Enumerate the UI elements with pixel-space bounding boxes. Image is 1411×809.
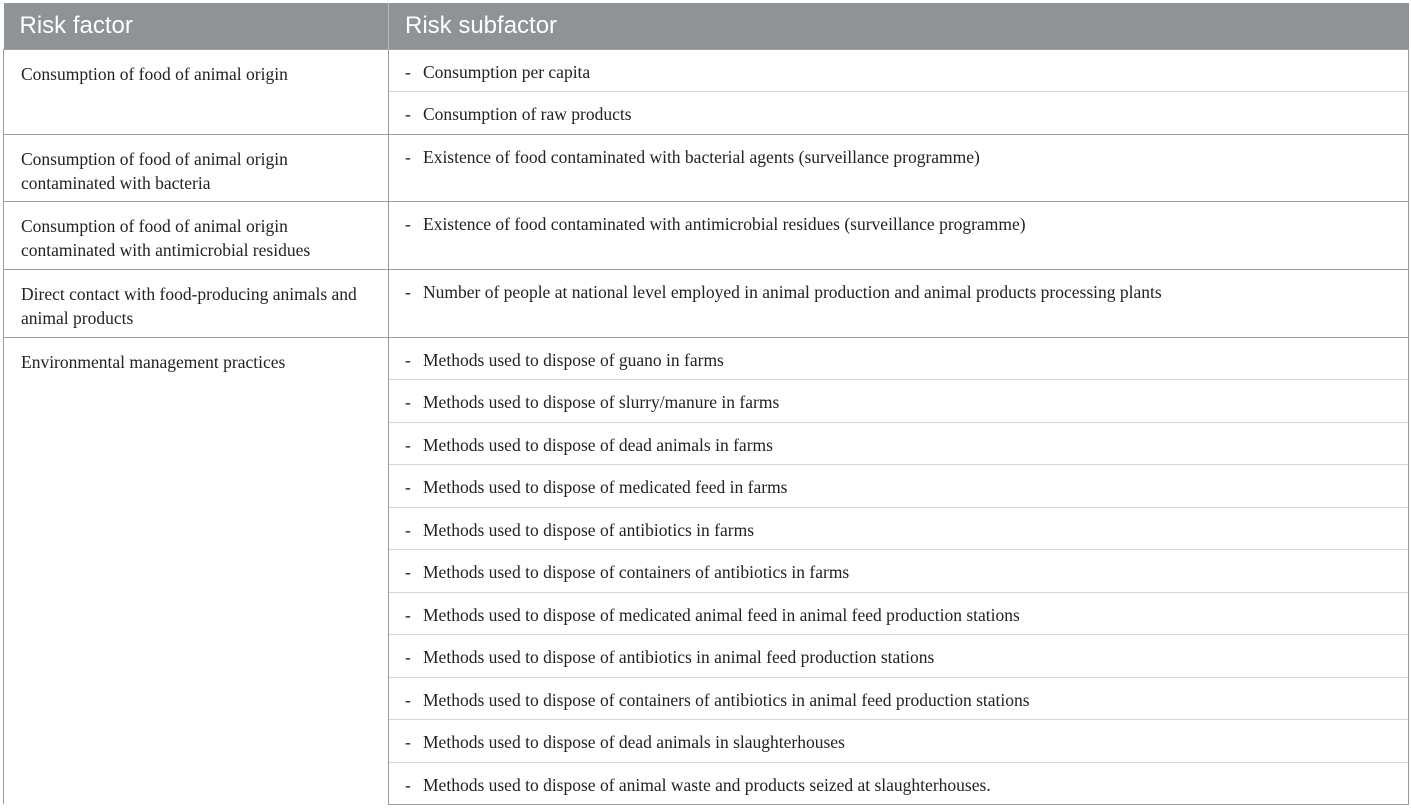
bullet-dash: - — [405, 476, 411, 497]
header-risk-subfactor: Risk subfactor — [389, 3, 1409, 49]
risk-factor-cell: Direct contact with food-producing animals and animal products — [4, 269, 389, 337]
risk-subfactor-text: Consumption of raw products — [423, 103, 632, 124]
risk-subfactor-text: Methods used to dispose of medicated feed in farms — [423, 476, 788, 497]
risk-subfactor-text: Methods used to dispose of antibiotics in farms — [423, 519, 755, 540]
risk-subfactor-cell — [389, 49, 1409, 91]
risk-factor-cell: Consumption of food of animal origin contaminated with antimicrobial residues — [4, 201, 389, 269]
risk-subfactor-text: Methods used to dispose of dead animals in slaughterhouses — [423, 731, 845, 752]
risk-factor-cell: Consumption of food of animal origin contaminated with bacteria — [4, 134, 389, 201]
bullet-dash: - — [405, 731, 411, 752]
bullet-dash: - — [405, 349, 411, 370]
risk-subfactor-cell — [389, 634, 1409, 677]
risk-subfactor-text: Methods used to dispose of guano in farms — [423, 349, 724, 370]
bullet-dash: - — [405, 391, 411, 412]
risk-subfactor-cell — [389, 464, 1409, 507]
risk-subfactor-cell — [389, 337, 1409, 379]
risk-subfactor-text: Methods used to dispose of slurry/manure in farms — [423, 391, 780, 412]
table-row — [4, 201, 1409, 269]
risk-subfactor-cell — [389, 422, 1409, 464]
table-row — [4, 337, 1409, 379]
risk-subfactor-cell — [389, 379, 1409, 422]
risk-factor-cell: Consumption of food of animal origin — [4, 49, 389, 134]
bullet-dash: - — [405, 519, 411, 540]
risk-subfactor-cell — [389, 201, 1409, 269]
header-row — [4, 3, 1409, 49]
table-row — [4, 134, 1409, 201]
risk-factor-table — [3, 3, 1409, 805]
risk-factor-cell: Environmental management practices — [4, 337, 389, 804]
bullet-dash: - — [405, 774, 411, 795]
risk-subfactor-cell — [389, 91, 1409, 134]
table-row — [4, 49, 1409, 91]
risk-subfactor-cell — [389, 677, 1409, 719]
risk-subfactor-text: Number of people at national level employed in animal production and animal products processing plants — [423, 281, 1162, 302]
bullet-dash: - — [405, 561, 411, 582]
bullet-dash: - — [405, 213, 411, 234]
risk-subfactor-cell — [389, 592, 1409, 634]
header-risk-factor: Risk factor — [4, 3, 389, 49]
risk-subfactor-cell — [389, 507, 1409, 549]
risk-subfactor-text: Methods used to dispose of medicated animal feed in animal feed production stations — [423, 604, 1020, 625]
risk-subfactor-text: Methods used to dispose of antibiotics in animal feed production stations — [423, 646, 935, 667]
risk-subfactor-text: Methods used to dispose of animal waste and products seized at slaughterhouses. — [423, 774, 991, 795]
risk-subfactor-cell — [389, 269, 1409, 337]
bullet-dash: - — [405, 103, 411, 124]
bullet-dash: - — [405, 281, 411, 302]
risk-subfactor-text: Consumption per capita — [423, 61, 591, 82]
bullet-dash: - — [405, 646, 411, 667]
risk-subfactor-cell — [389, 549, 1409, 592]
risk-subfactor-cell — [389, 134, 1409, 201]
bullet-dash: - — [405, 146, 411, 167]
bullet-dash: - — [405, 689, 411, 710]
risk-subfactor-text: Methods used to dispose of dead animals in farms — [423, 434, 773, 455]
risk-subfactor-text: Existence of food contaminated with bacterial agents (surveillance programme) — [423, 146, 980, 167]
risk-subfactor-cell — [389, 719, 1409, 762]
risk-subfactor-text: Methods used to dispose of containers of antibiotics in animal feed production stations — [423, 689, 1030, 710]
risk-subfactor-text: Existence of food contaminated with antimicrobial residues (surveillance programme) — [423, 213, 1026, 234]
bullet-dash: - — [405, 61, 411, 82]
table-row — [4, 269, 1409, 337]
bullet-dash: - — [405, 434, 411, 455]
risk-subfactor-text: Methods used to dispose of containers of antibiotics in farms — [423, 561, 850, 582]
bullet-dash: - — [405, 604, 411, 625]
table-body — [4, 49, 1409, 804]
risk-subfactor-cell — [389, 762, 1409, 804]
